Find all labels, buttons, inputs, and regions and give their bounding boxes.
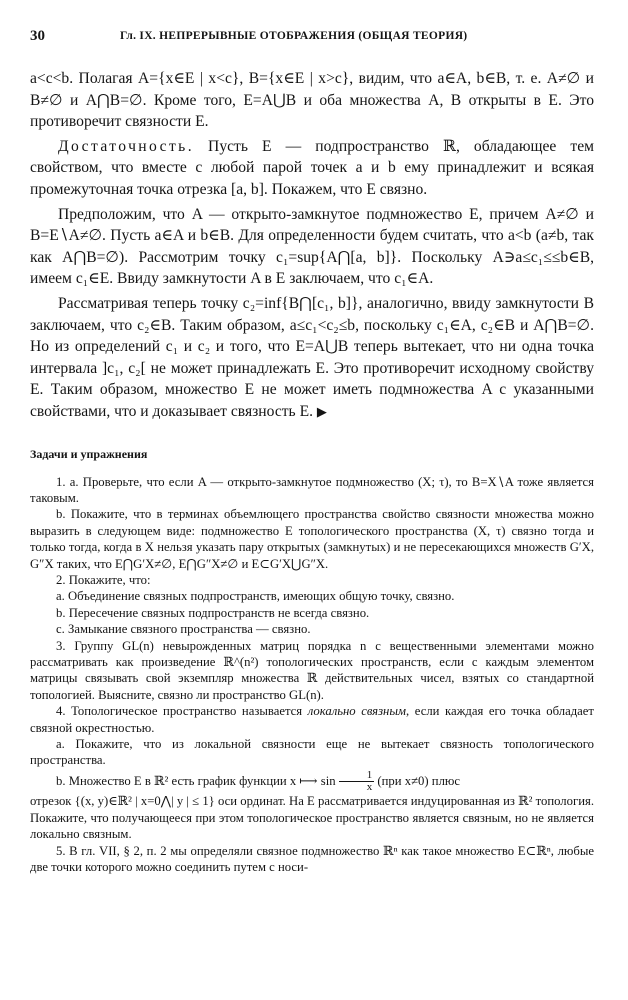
paragraph-necessity-end: a<c<b. Полагая A={x∈E | x<c}, B={x∈E | x>c}, видим, что a∈A, b∈B, т. е. A≠∅ и B≠∅ и A⋂B=∅. Кроме того, E=A⋃B и оба множества A, B открыты в E. Это противоречит связности E. (30, 70, 594, 131)
problem-1a: 1. a. Проверьте, что если A — открыто-замкнутое подмножество (X; τ), то B=X∖A тоже является таковым. (30, 474, 594, 505)
problems-heading: Задачи и упражнения (30, 446, 148, 461)
sufficiency-heading: Достаточность. (58, 137, 194, 155)
main-text (30, 68, 594, 423)
fraction-numerator: 1 (339, 770, 375, 782)
sufficiency-text: Пусть E — подпространство ℝ, обладающее тем свойством, что вместе с любой парой точек a и b ему принадлежит и всякая промежуточная точка отрезка [a, b]. Покажем, что E связно. (30, 137, 594, 198)
problem-4-start: 4. Топологическое пространство называется (56, 704, 308, 719)
problem-4b-start: b. Множество E в ℝ² есть график функции x ⟼ sin (56, 773, 336, 788)
end-of-proof-icon: ▶ (316, 403, 327, 419)
problem-2b: b. Пересечение связных подпространств не всегда связно. (56, 605, 370, 620)
problem-5: 5. В гл. VII, § 2, п. 2 мы определяли связное подмножество ℝⁿ как такое множество E⊂ℝⁿ, любые две точки которого можно соединить путем с носи- (30, 843, 594, 875)
page-number: 30 (30, 28, 45, 44)
problem-2c: c. Замыкание связного пространства — связно. (56, 622, 311, 637)
problem-4 (30, 703, 594, 736)
page-header (30, 28, 594, 50)
problem-1b: b. Покажите, что в терминах объемлющего пространства свойство связности множества можно выразить в следующем виде: подмножество E топологического пространства (X, τ) связно тогда и только тогда, когда в X нельзя указать пару открытых (замкнутых) и не пересекающихся множеств G′X, G″X таких, что E⋂G′X≠∅, E⋂G″X≠∅ и E⊂G′X⋃G″X. (30, 507, 594, 571)
term-locally-connected: локально связным (307, 704, 407, 719)
problem-2: 2. Покажите, что: (56, 572, 151, 587)
fraction-one-over-x (339, 770, 375, 793)
paragraph-sufficiency (30, 136, 594, 201)
conclusion-text: Рассматривая теперь точку c₂=inf{B⋂[c₁, b]}, аналогично, ввиду замкнутости B заключаем, что c₂∈B. Таким образом, a≤c₁<c₂≤b, поскольку c₁∈A, c₂∈B и A⋂B=∅. Но из определений c₁ и c₂ и того, что E=A⋃B теперь вытекает, что ни одна точка интервала ]c₁, c₂[ не может принадлежать E. Это противоречит исходному свойству E. Таким образом, множество E не может иметь подмножества A с указанными свойствами, что и доказывает связность E. (30, 294, 594, 420)
paragraph-assumption: Предположим, что A — открыто-замкнутое подмножество E, причем A≠∅ и B=E∖A≠∅. Пусть a∈A и b∈B. Для определенности будем считать, что a<b (a≠b, так как A⋂B=∅). Рассмотрим точку c₁=sup{A⋂[a, b]}. Поскольку A∋a≤c₁≤≤b∈B, имеем c₁∈E. Ввиду замкнутости A в E заключаем, что c₁∈A. (30, 205, 594, 288)
fraction-denominator: x (366, 781, 373, 794)
problem-4b-continued: отрезок {(x, y)∈ℝ² | x=0⋀| y | ≤ 1} оси ординат. На E рассматривается индуцированная из ℝ² топология. Покажите, что получающееся при этом топологическое пространство является связным, но не является локально связным. (30, 794, 594, 842)
paragraph-conclusion (30, 293, 594, 423)
problem-2a: a. Объединение связных подпространств, имеющих общую точку, связно. (56, 589, 455, 604)
problem-4-end: , если каждая его точка обладает связной окрестностью. (30, 704, 594, 735)
problem-4a: a. Покажите, что из локальной связности еще не вытекает связность топологического пространства. (30, 737, 594, 768)
problem-4b-mid: (при x≠0) плюс (374, 773, 461, 788)
running-head: Гл. IX. НЕПРЕРЫВНЫЕ ОТОБРАЖЕНИЯ (ОБЩАЯ ТЕОРИЯ) (120, 30, 468, 42)
problem-3: 3. Группу GL(n) невырожденных матриц порядка n с вещественными элементами можно рассматривать как произведение ℝ^(n²) топологических пространств, если с каждым элементом матрицы связывать свой экземпляр множества ℝ действительных чисел, взятых со стандартной топологией. Выясните, связно ли пространство GL(n). (30, 638, 594, 702)
problems-section (30, 474, 594, 876)
problem-4b-line (30, 769, 594, 794)
